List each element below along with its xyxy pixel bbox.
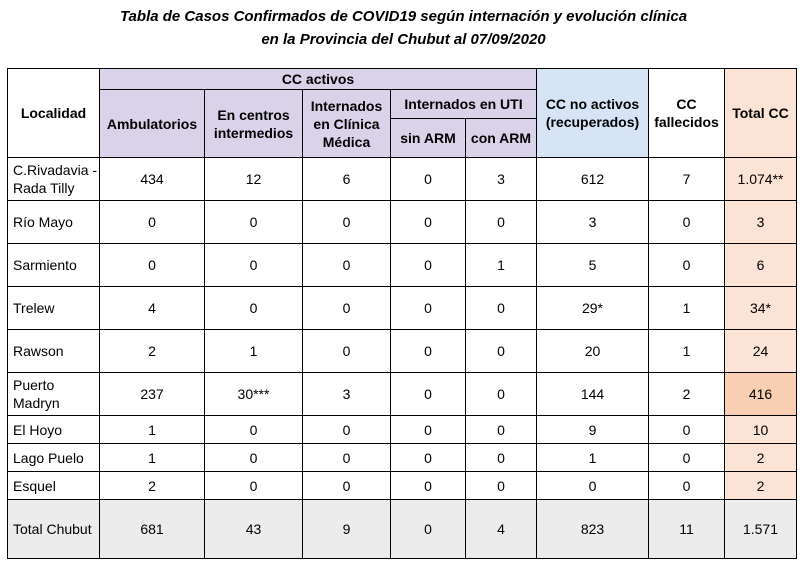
cell-no-activos: 29* [537,287,649,330]
table-row [8,287,797,330]
header-ambulatorios: Ambulatorios [100,90,205,158]
cell-sin-arm: 0 [391,373,466,416]
header-cc-fallecidos: CC fallecidos [649,69,725,158]
cell-no-activos: 612 [537,158,649,201]
table-row [8,472,797,500]
cell-localidad: Puerto Madryn [8,373,100,416]
cell-no-activos: 3 [537,201,649,244]
cell-con-arm: 1 [466,244,537,287]
cell-clinica: 6 [303,158,391,201]
table-row [8,416,797,444]
cell-localidad: Rawson [8,330,100,373]
cell-fallecidos: 7 [649,158,725,201]
cell-centros: 30*** [205,373,303,416]
cell-con-arm: 0 [466,330,537,373]
header-cc-activos: CC activos [100,69,537,90]
cell-sin-arm: 0 [391,444,466,472]
cell-no-activos: 5 [537,244,649,287]
cell-clinica: 3 [303,373,391,416]
header-total-cc: Total CC [725,69,797,158]
table-row [8,330,797,373]
cell-total: 34* [725,287,797,330]
table-title-line2: en la Provincia del Chubut al 07/09/2020 [261,31,546,48]
cell-sin-arm: 0 [391,287,466,330]
cell-ambulatorios: 2 [100,472,205,500]
cell-localidad: Esquel [8,472,100,500]
cell-con-arm: 3 [466,158,537,201]
cell-sin-arm: 0 [391,330,466,373]
cell-total: 1.074** [725,158,797,201]
cell-centros: 0 [205,444,303,472]
cell-con-arm: 0 [466,444,537,472]
cell-centros: 43 [205,500,303,559]
cell-con-arm: 0 [466,416,537,444]
cell-ambulatorios: 237 [100,373,205,416]
cell-localidad: Sarmiento [8,244,100,287]
cell-total: 6 [725,244,797,287]
cell-no-activos: 823 [537,500,649,559]
cell-centros: 1 [205,330,303,373]
cell-total: 2 [725,444,797,472]
cell-centros: 12 [205,158,303,201]
cell-total: 2 [725,472,797,500]
cell-total: 3 [725,201,797,244]
total-row [8,500,797,559]
header-cc-no-activos: CC no activos (recuperados) [537,69,649,158]
cell-centros: 0 [205,244,303,287]
table-row [8,201,797,244]
cell-no-activos: 1 [537,444,649,472]
cell-total: 24 [725,330,797,373]
cell-sin-arm: 0 [391,201,466,244]
cell-ambulatorios: 0 [100,244,205,287]
cell-ambulatorios: 434 [100,158,205,201]
cell-fallecidos: 0 [649,244,725,287]
covid-cases-table [7,68,797,559]
header-centros-intermedios: En centros intermedios [205,90,303,158]
cell-fallecidos: 0 [649,416,725,444]
cell-centros: 0 [205,287,303,330]
cell-fallecidos: 1 [649,330,725,373]
cell-clinica: 0 [303,416,391,444]
cell-sin-arm: 0 [391,244,466,287]
cell-con-arm: 0 [466,472,537,500]
cell-ambulatorios: 1 [100,444,205,472]
cell-con-arm: 4 [466,500,537,559]
cell-ambulatorios: 1 [100,416,205,444]
cell-localidad: Trelew [8,287,100,330]
cell-no-activos: 0 [537,472,649,500]
cell-con-arm: 0 [466,287,537,330]
cell-localidad: Río Mayo [8,201,100,244]
cell-localidad: Total Chubut [8,500,100,559]
cell-sin-arm: 0 [391,158,466,201]
cell-total: 1.571 [725,500,797,559]
table-row [8,444,797,472]
cell-fallecidos: 0 [649,472,725,500]
header-localidad: Localidad [8,69,100,158]
cell-clinica: 0 [303,444,391,472]
cell-con-arm: 0 [466,373,537,416]
cell-fallecidos: 1 [649,287,725,330]
cell-localidad: C.Rivadavia - Rada Tilly [8,158,100,201]
cell-centros: 0 [205,416,303,444]
cell-con-arm: 0 [466,201,537,244]
header-clinica-medica: Internados en Clínica Médica [303,90,391,158]
cell-localidad: Lago Puelo [8,444,100,472]
table-row [8,373,797,416]
table-row [8,244,797,287]
cell-total: 416 [725,373,797,416]
cell-centros: 0 [205,472,303,500]
cell-ambulatorios: 2 [100,330,205,373]
cell-no-activos: 20 [537,330,649,373]
cell-sin-arm: 0 [391,472,466,500]
cell-fallecidos: 0 [649,444,725,472]
cell-clinica: 0 [303,330,391,373]
cell-ambulatorios: 4 [100,287,205,330]
header-con-arm: con ARM [466,119,537,158]
header-internados-uti: Internados en UTI [391,90,537,119]
cell-fallecidos: 11 [649,500,725,559]
table-row [8,158,797,201]
cell-clinica: 0 [303,244,391,287]
cell-no-activos: 9 [537,416,649,444]
cell-fallecidos: 2 [649,373,725,416]
cell-total: 10 [725,416,797,444]
cell-sin-arm: 0 [391,416,466,444]
cell-ambulatorios: 0 [100,201,205,244]
cell-sin-arm: 0 [391,500,466,559]
header-sin-arm: sin ARM [391,119,466,158]
cell-ambulatorios: 681 [100,500,205,559]
cell-clinica: 0 [303,287,391,330]
cell-fallecidos: 0 [649,201,725,244]
cell-centros: 0 [205,201,303,244]
table-title-line1: Tabla de Casos Confirmados de COVID19 según internación y evolución clínica [119,8,688,25]
cell-clinica: 9 [303,500,391,559]
cell-no-activos: 144 [537,373,649,416]
cell-localidad: El Hoyo [8,416,100,444]
cell-clinica: 0 [303,201,391,244]
cell-clinica: 0 [303,472,391,500]
